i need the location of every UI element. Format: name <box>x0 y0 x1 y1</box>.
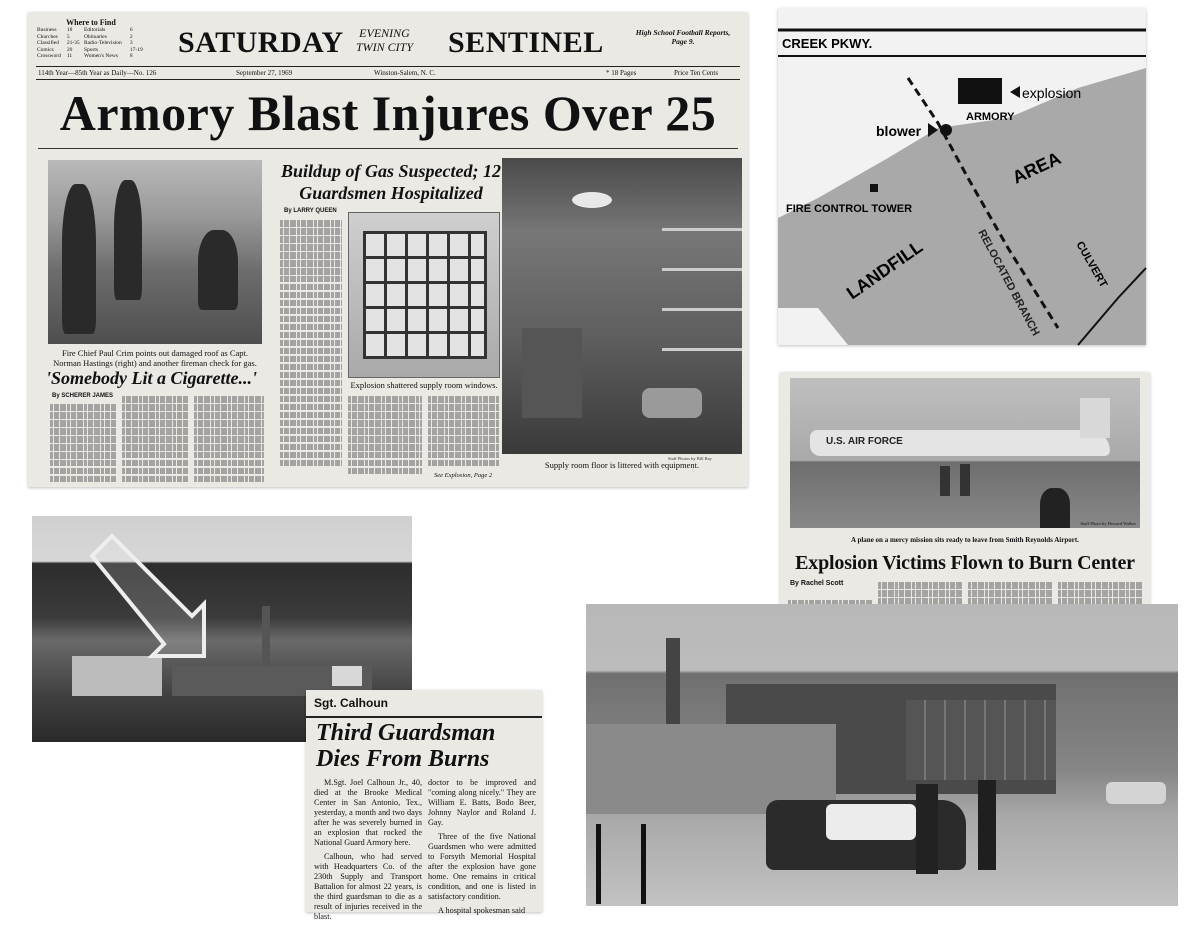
map-blower-label: blower <box>876 123 922 139</box>
paragraph: Three of the five National Guardsmen who were admitted to Forsyth Memorial Hospital after the explosion have gone home. One remains in critical condition, and one is listed in satisfactory condition. <box>428 832 536 901</box>
flag-evening-twin-city <box>356 26 413 54</box>
arrow-icon <box>82 526 222 666</box>
shelf <box>662 348 742 351</box>
index-page: 18 <box>66 27 73 33</box>
index-entry: Business <box>37 27 57 33</box>
paragraph: Calhoun, who had served with Headquarters Co. of the 230th Supply and Transport Battalion for almost 22 years, is the third guardsman to die as a result of injuries received in the blast. <box>314 852 422 921</box>
plane-caption: A plane on a mercy mission sits ready to leave from Smith Reynolds Airport. <box>851 536 1079 544</box>
window-caption: Explosion shattered supply room windows. <box>350 380 498 390</box>
index-entry: Crossword <box>37 53 61 59</box>
index-page: 5 <box>66 33 70 40</box>
calhoun-headline-line-2: Dies From Burns <box>316 746 490 772</box>
text-column <box>122 396 188 484</box>
map-blower-dot <box>940 124 952 136</box>
paragraph: M.Sgt. Joel Calhoun Jr., 40, died at the Brooke Medical Center in San Antonio, Tex., yesterday, a month and two days after he was severely burned in an explosion that rocked the National Guard Armory here. <box>314 778 422 847</box>
index-page: 17-19 <box>129 46 143 53</box>
flag-twin-city: TWIN CITY <box>356 40 414 54</box>
map-svg <box>778 8 1146 345</box>
map-tower-marker <box>870 184 878 192</box>
paragraph: A hospital spokesman said <box>438 906 526 915</box>
plane-photo <box>790 378 1140 528</box>
where-to-find-box <box>36 18 146 60</box>
shelf <box>662 308 742 311</box>
byline-center: By LARRY QUEEN <box>284 208 337 214</box>
map-area-label: AREA <box>1009 147 1064 188</box>
folio-pages: * 18 Pages <box>606 69 637 77</box>
map-road-label: CREEK PKWY. <box>782 36 873 51</box>
text-column <box>280 220 342 472</box>
photo-figure <box>940 466 950 496</box>
calhoun-clipping <box>306 690 542 921</box>
map-culvert-label: CULVERT <box>1073 239 1110 290</box>
subhead-gas-suspected: Buildup of Gas Suspected; 12 Guardsmen Hospitalized <box>280 161 502 203</box>
flag-saturday: SATURDAY <box>178 26 344 59</box>
photo-figure <box>198 230 238 310</box>
map-tower-label: FIRE CONTROL TOWER <box>786 203 913 215</box>
calhoun-label: Sgt. Calhoun <box>314 696 388 710</box>
where-to-find-title: Where to Find <box>66 18 116 27</box>
index-entry: Editorials <box>83 27 106 33</box>
divider <box>306 716 542 718</box>
calhoun-headline-line-1: Third Guardsman <box>316 720 496 746</box>
index-page: 3 <box>129 40 133 46</box>
text-column <box>348 396 422 480</box>
smokestack <box>666 638 680 738</box>
where-to-find-table <box>36 27 146 60</box>
plane-clipping <box>780 372 1150 630</box>
plane-fuselage-text: U.S. AIR FORCE <box>826 436 903 447</box>
window-photo <box>348 212 500 378</box>
photo-figure <box>978 780 996 870</box>
vehicle <box>332 666 362 686</box>
supply-room-caption: Supply room floor is littered with equipment. <box>544 460 700 470</box>
text-column <box>428 396 500 468</box>
photo-figure <box>114 180 142 300</box>
photo-figure <box>1040 488 1070 528</box>
masthead <box>28 12 748 77</box>
calhoun-column-1 <box>314 778 422 926</box>
police-car-photo <box>586 604 1178 906</box>
photo-figure <box>916 784 938 874</box>
index-page: 20 <box>66 46 73 53</box>
flag-sentinel: SENTINEL <box>448 26 604 59</box>
photo-credit: Staff Photos by Bill Ray <box>668 456 712 461</box>
shelf <box>662 268 742 271</box>
armory-map <box>778 8 1146 345</box>
plane-headline: Explosion Victims Flown to Burn Center <box>795 552 1135 574</box>
folio-place: Winston-Salem, N. C. <box>374 69 436 77</box>
front-page-clipping <box>28 12 748 487</box>
map-explosion-label: explosion <box>1022 85 1082 101</box>
plane-photo-credit: Staff Photo by Howard Walker <box>1080 521 1136 526</box>
folio-volume: 114th Year—85th Year as Daily—No. 126 <box>38 69 157 77</box>
vehicle <box>1106 782 1166 804</box>
map-landfill-label: LANDFILL <box>842 236 927 304</box>
folio-price: Price Ten Cents <box>674 69 719 77</box>
index-page: 2 <box>129 33 133 40</box>
text-column <box>50 404 116 484</box>
ceiling-light <box>572 192 612 208</box>
index-entry: Churches <box>37 33 58 40</box>
fire-chief-photo <box>48 160 262 344</box>
fire-chief-caption: Fire Chief Paul Crim points out damaged roof as Capt. Norman Hastings (right) and another fireman check for gas. <box>53 348 257 368</box>
building-windows <box>906 700 1056 780</box>
jump-line: See Explosion, Page 2 <box>434 472 493 479</box>
window-grid <box>363 231 487 359</box>
index-page: 6 <box>129 27 133 33</box>
map-armory-label: ARMORY <box>966 111 1015 123</box>
index-page: 11 <box>66 53 73 59</box>
map-armory-block <box>958 78 1002 104</box>
flag-evening: EVENING <box>359 26 410 40</box>
index-page: 21-35 <box>66 40 80 46</box>
cylinder <box>642 388 702 418</box>
folio-line <box>36 66 740 80</box>
index-entry: Comics <box>37 46 54 53</box>
supply-room-photo <box>502 158 742 454</box>
shelf <box>662 228 742 231</box>
police-car-door <box>826 804 916 840</box>
barricade <box>596 824 646 904</box>
plane-byline: By Rachel Scott <box>790 580 844 587</box>
index-entry: Classified <box>37 40 59 46</box>
paragraph: doctor to be improved and "coming along nicely." They are William E. Batts, Bodo Beer, Johnny Naylor and Roland J. Gay. <box>428 778 536 827</box>
plane-tail <box>1080 398 1110 438</box>
photo-figure <box>960 464 970 496</box>
byline-left: By SCHERER JAMES <box>52 393 114 399</box>
subhead-somebody-lit: 'Somebody Lit a Cigarette...' <box>46 368 257 388</box>
divider <box>38 148 738 149</box>
calhoun-headline <box>316 720 536 772</box>
equipment <box>522 328 582 418</box>
calhoun-column-2 <box>428 778 536 920</box>
map-branch-label: RELOCATED BRANCH <box>975 227 1042 338</box>
index-entry: Women's News <box>83 53 118 59</box>
folio-date: September 27, 1969 <box>236 69 293 77</box>
main-headline: Armory Blast Injures Over 25 <box>59 85 717 141</box>
index-entry: Radio-Television <box>83 40 122 46</box>
smokestack <box>262 606 270 666</box>
index-entry: Sports <box>83 46 98 53</box>
text-column <box>194 396 264 484</box>
promo-football: High School Football Reports, Page 9. <box>635 28 731 46</box>
index-page: 8 <box>129 53 133 59</box>
index-entry: Obituaries <box>83 33 107 40</box>
photo-figure <box>62 184 96 334</box>
